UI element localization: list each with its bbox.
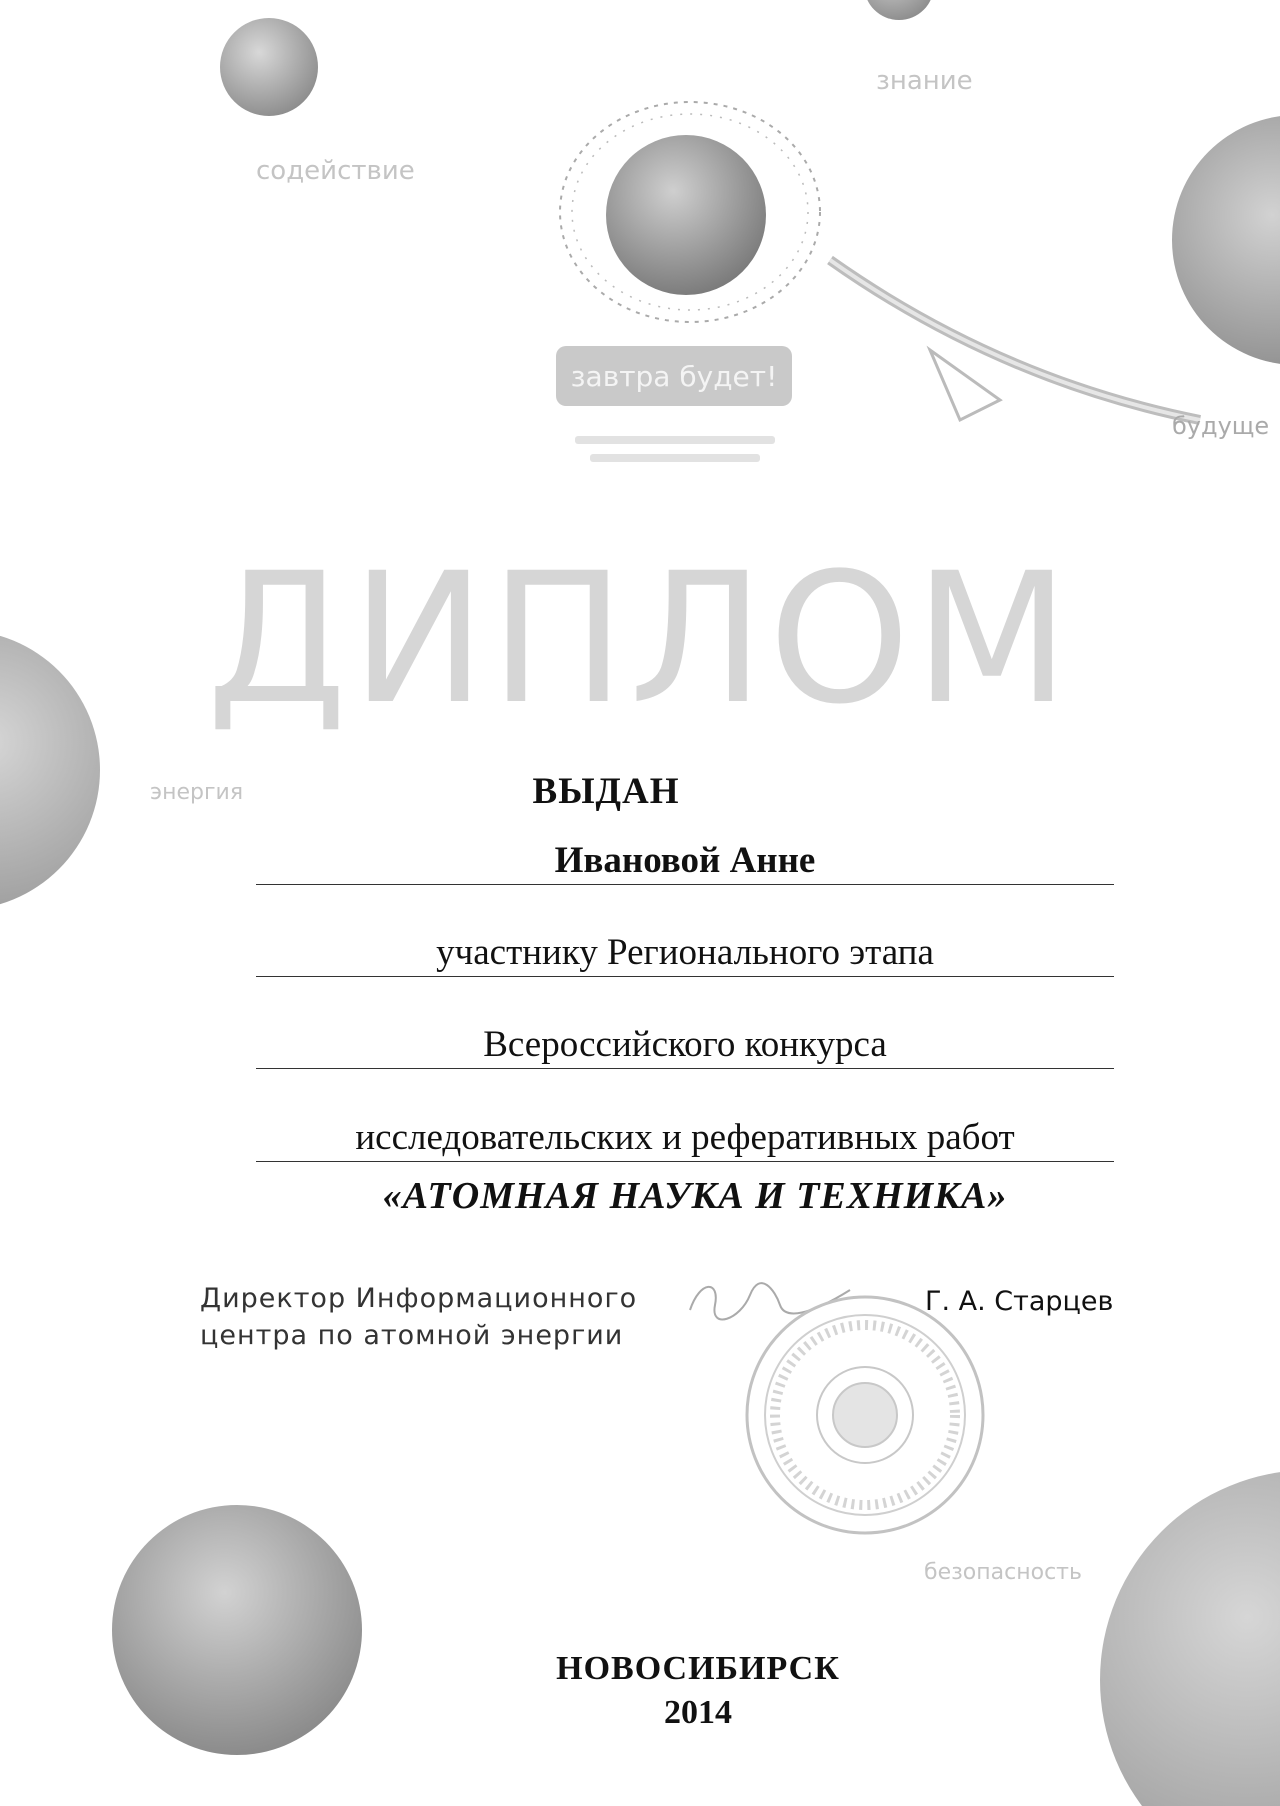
- slogan-subtext-line-2: [560, 452, 790, 466]
- sphere-bottom-right: [1100, 1470, 1280, 1806]
- slogan-pill-label: завтра будет!: [570, 359, 778, 393]
- deco-word-energy: энергия: [150, 780, 244, 805]
- deco-word-assistance: содействие: [256, 156, 415, 186]
- director-title-line-2: центра по атомной энергии: [200, 1320, 624, 1351]
- award-line-1: участнику Регионального этапа: [256, 930, 1114, 977]
- contest-name: «АТОМНАЯ НАУКА И ТЕХНИКА»: [382, 1175, 1008, 1217]
- signer-name: Г. А. Старцев: [925, 1286, 1114, 1317]
- award-line-2: Всероссийского конкурса: [256, 1022, 1114, 1069]
- deco-word-knowledge: знание: [876, 66, 973, 96]
- recipient-name: Ивановой Анне: [256, 838, 1114, 885]
- director-title: [200, 1280, 637, 1354]
- slogan-subtext-blur-2: [590, 454, 760, 462]
- director-title-line-1: Директор Информационного: [200, 1283, 638, 1314]
- slogan-subtext-line-1: [560, 434, 790, 448]
- deco-word-future: будуще: [1172, 412, 1270, 440]
- award-line-3: исследовательских и реферативных работ: [256, 1115, 1114, 1162]
- city-name: НОВОСИБИРСК: [556, 1650, 840, 1687]
- diploma-title: ДИПЛОМ: [206, 535, 1074, 744]
- issue-year: 2014: [664, 1694, 732, 1731]
- official-stamp-graphic: [740, 1290, 990, 1540]
- deco-word-safety: безопасность: [924, 1560, 1082, 1585]
- issued-label: ВЫДАН: [532, 771, 680, 812]
- slogan-pill: [556, 346, 792, 406]
- slogan-subtext-blur-1: [575, 436, 775, 444]
